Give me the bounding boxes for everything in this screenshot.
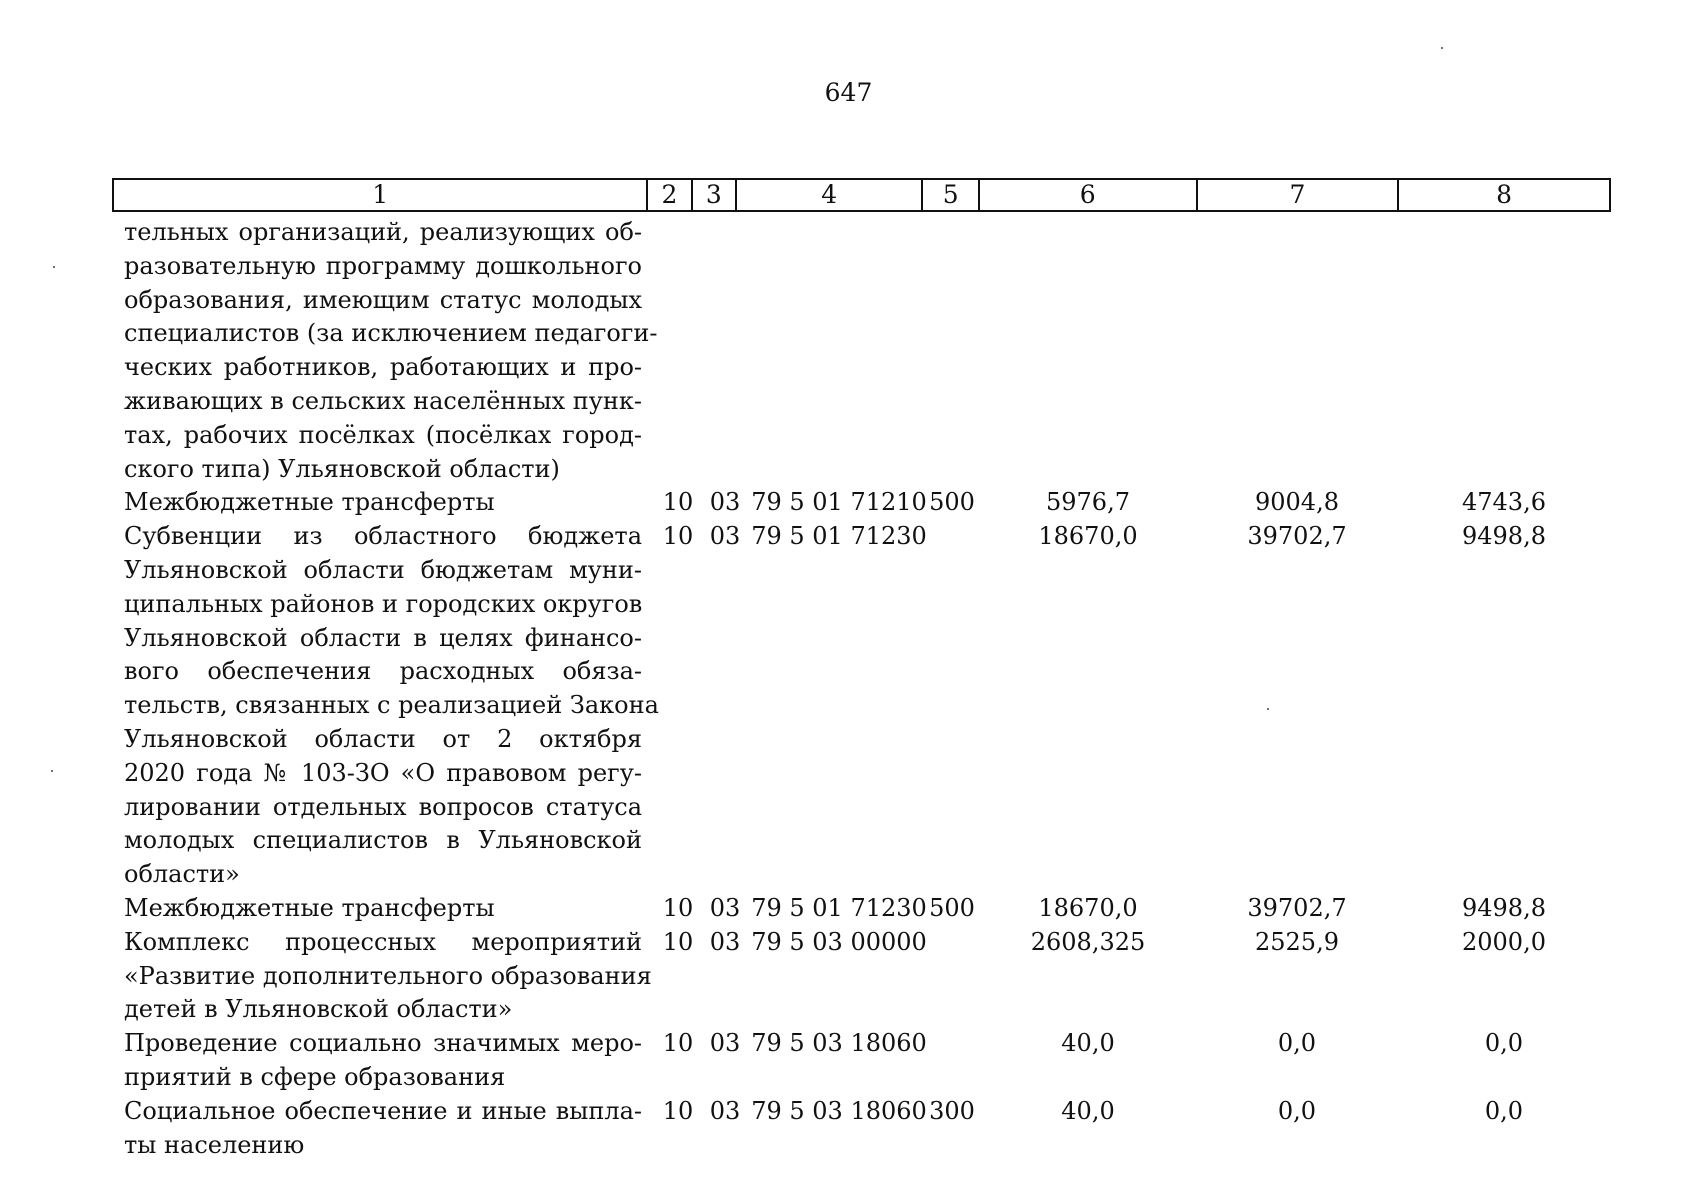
row-description bbox=[124, 216, 658, 486]
header-col-1: 1 bbox=[113, 179, 647, 211]
row-description bbox=[124, 926, 652, 1027]
description-line: живающих в сельских населённых пунк- bbox=[124, 386, 642, 415]
cell-col-8: 0,0 bbox=[1484, 1096, 1524, 1125]
cell-col-2: 10 bbox=[662, 522, 694, 551]
header-col-3: 3 bbox=[692, 179, 736, 211]
description-line: ческих работников, работающих и про- bbox=[124, 353, 642, 382]
description-line: Ульяновской области от 2 октября bbox=[124, 724, 642, 753]
row-description bbox=[124, 892, 642, 926]
cell-col-7: 39702,7 bbox=[1247, 522, 1347, 551]
description-line: ты населению bbox=[124, 1130, 305, 1159]
description-line: Социальное обеспечение и иные выпла- bbox=[124, 1096, 642, 1125]
scan-speck bbox=[53, 266, 55, 268]
scan-speck bbox=[1267, 708, 1269, 710]
description-line: молодых специалистов в Ульяновской bbox=[124, 826, 642, 855]
header-col-7: 7 bbox=[1197, 179, 1399, 211]
description-line: Комплекс процессных мероприятий bbox=[124, 927, 642, 956]
scan-speck bbox=[51, 770, 53, 772]
page-number: 647 bbox=[824, 78, 873, 107]
table-row bbox=[112, 926, 1611, 1027]
row-description bbox=[124, 486, 642, 520]
table-row bbox=[112, 486, 1611, 520]
cell-col-2: 10 bbox=[662, 488, 694, 517]
table-row bbox=[112, 892, 1611, 926]
table-row bbox=[112, 1095, 1611, 1163]
description-line: тах, рабочих посёлках (посёлках город- bbox=[124, 420, 642, 449]
cell-col-6: 18670,0 bbox=[1038, 522, 1138, 551]
cell-col-6: 40,0 bbox=[1061, 1096, 1115, 1125]
header-col-5: 5 bbox=[922, 179, 978, 211]
cell-col-8: 9498,8 bbox=[1462, 522, 1546, 551]
cell-col-7: 9004,8 bbox=[1255, 488, 1339, 517]
table-body bbox=[112, 216, 1611, 1162]
cell-col-6: 5976,7 bbox=[1046, 488, 1130, 517]
description-line: приятий в сфере образования bbox=[124, 1062, 506, 1091]
description-line: лировании отдельных вопросов статуса bbox=[124, 792, 642, 821]
table-row bbox=[112, 1027, 1611, 1095]
description-line: Ульяновской области в целях финансо- bbox=[124, 623, 642, 652]
description-line: образования, имеющим статус молодых bbox=[124, 285, 642, 314]
cell-col-4: 79 5 03 18060 bbox=[751, 1029, 927, 1058]
description-line: детей в Ульяновской области» bbox=[124, 995, 513, 1024]
row-description bbox=[124, 1095, 642, 1163]
description-line: ского типа) Ульяновской области) bbox=[124, 454, 560, 483]
cell-col-7: 0,0 bbox=[1277, 1096, 1317, 1125]
cell-col-3: 03 bbox=[709, 927, 741, 956]
header-col-6: 6 bbox=[979, 179, 1197, 211]
cell-col-3: 03 bbox=[709, 893, 741, 922]
cell-col-7: 2525,9 bbox=[1255, 927, 1339, 956]
cell-col-4: 79 5 03 18060 bbox=[751, 1096, 927, 1125]
cell-col-4: 79 5 01 71210 bbox=[751, 488, 927, 517]
description-line: «Развитие дополнительного образования bbox=[124, 961, 652, 990]
cell-col-8: 9498,8 bbox=[1462, 893, 1546, 922]
table-header bbox=[112, 178, 1611, 212]
row-description bbox=[124, 520, 659, 892]
cell-col-4: 79 5 03 00000 bbox=[751, 927, 927, 956]
scan-speck bbox=[1441, 47, 1443, 49]
header-col-4: 4 bbox=[736, 179, 922, 211]
description-line: разовательную программу дошкольного bbox=[124, 251, 642, 280]
cell-col-8: 0,0 bbox=[1484, 1029, 1524, 1058]
cell-col-6: 18670,0 bbox=[1038, 893, 1138, 922]
description-line: тельств, связанных с реализацией Закона bbox=[124, 691, 659, 720]
cell-col-2: 10 bbox=[662, 1096, 694, 1125]
description-line: тельных организаций, реализующих об- bbox=[124, 218, 642, 246]
description-line: 2020 года № 103-ЗО «О правовом регу- bbox=[124, 758, 642, 787]
cell-col-4: 79 5 01 71230 bbox=[751, 893, 927, 922]
cell-col-6: 40,0 bbox=[1061, 1029, 1115, 1058]
row-description bbox=[124, 1027, 642, 1095]
description-line: Субвенции из областного бюджета bbox=[124, 522, 642, 551]
description-line: Ульяновской области бюджетам муни- bbox=[124, 555, 642, 584]
cell-col-8: 4743,6 bbox=[1462, 488, 1546, 517]
header-col-8: 8 bbox=[1398, 179, 1610, 211]
cell-col-7: 39702,7 bbox=[1247, 893, 1347, 922]
description-line: Межбюджетные трансферты bbox=[124, 893, 495, 922]
description-line: специалистов (за исключением педагоги- bbox=[124, 319, 658, 348]
description-line: области» bbox=[124, 860, 240, 889]
description-line: Межбюджетные трансферты bbox=[124, 488, 495, 517]
cell-col-5: 300 bbox=[929, 1096, 975, 1125]
cell-col-6: 2608,325 bbox=[1030, 927, 1146, 956]
cell-col-3: 03 bbox=[709, 522, 741, 551]
cell-col-7: 0,0 bbox=[1277, 1029, 1317, 1058]
cell-col-5: 500 bbox=[929, 893, 975, 922]
cell-col-8: 2000,0 bbox=[1462, 927, 1546, 956]
cell-col-2: 10 bbox=[662, 1029, 694, 1058]
cell-col-4: 79 5 01 71230 bbox=[751, 522, 927, 551]
description-line: вого обеспечения расходных обяза- bbox=[124, 657, 642, 686]
description-line: ципальных районов и городских округов bbox=[124, 589, 643, 618]
cell-col-3: 03 bbox=[709, 1096, 741, 1125]
cell-col-3: 03 bbox=[709, 1029, 741, 1058]
cell-col-5: 500 bbox=[929, 488, 975, 517]
description-line: Проведение социально значимых меро- bbox=[124, 1029, 642, 1058]
header-col-2: 2 bbox=[647, 179, 691, 211]
cell-col-3: 03 bbox=[709, 488, 741, 517]
table-row bbox=[112, 216, 1611, 486]
table-row bbox=[112, 520, 1611, 892]
cell-col-2: 10 bbox=[662, 927, 694, 956]
cell-col-2: 10 bbox=[662, 893, 694, 922]
